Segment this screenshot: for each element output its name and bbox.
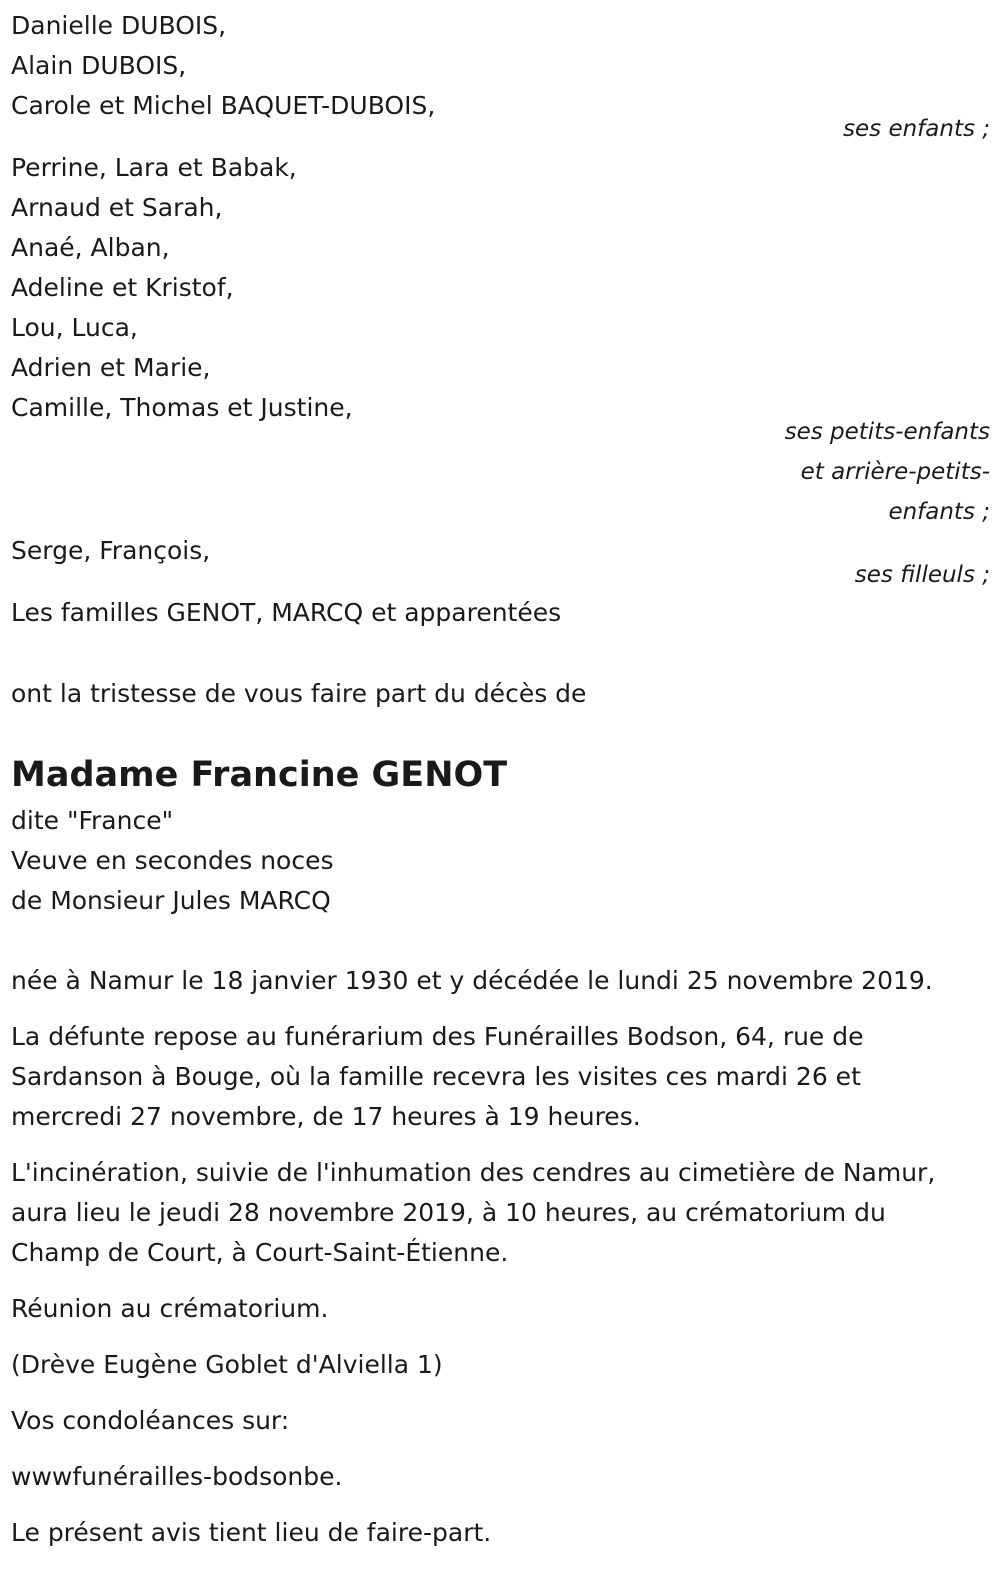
child-name: Alain DUBOIS, — [11, 51, 187, 80]
deceased-detail: de Monsieur Jules MARCQ — [11, 886, 331, 915]
grandchild-name: Lou, Luca, — [11, 313, 138, 342]
grandchild-name: Camille, Thomas et Justine, — [11, 393, 353, 422]
deceased-detail: Veuve en secondes noces — [11, 846, 334, 875]
funerarium-text: Sardanson à Bouge, où la famille recevra les visites ces mardi 26 et — [11, 1062, 861, 1091]
grandchild-name: Adrien et Marie, — [11, 353, 211, 382]
condolences-label: Vos condoléances sur: — [11, 1406, 290, 1435]
godchildren-role: ses filleuls ; — [854, 562, 990, 588]
child-name: Carole et Michel BAQUET-DUBOIS, — [11, 91, 436, 120]
closing-text: Le présent avis tient lieu de faire-part. — [11, 1518, 492, 1547]
grandchild-name: Anaé, Alban, — [11, 233, 170, 262]
ceremony-text: Champ de Court, à Court-Saint-Étienne. — [11, 1238, 509, 1267]
funerarium-text: mercredi 27 novembre, de 17 heures à 19 heures. — [11, 1102, 641, 1131]
grandchildren-role: enfants ; — [888, 499, 990, 525]
grandchild-name: Arnaud et Sarah, — [11, 193, 223, 222]
address-text: (Drève Eugène Goblet d'Alviella 1) — [11, 1350, 443, 1379]
deceased-name: Madame Francine GENOT — [11, 755, 508, 795]
website-link[interactable]: wwwfunérailles-bodsonbe. — [11, 1462, 343, 1491]
funerarium-text: La défunte repose au funérarium des Funérailles Bodson, 64, rue de — [11, 1022, 864, 1051]
reunion-text: Réunion au crématorium. — [11, 1294, 329, 1323]
ceremony-text: L'incinération, suivie de l'inhumation des cendres au cimetière de Namur, — [11, 1158, 936, 1187]
children-role: ses enfants ; — [843, 116, 990, 142]
grandchild-name: Adeline et Kristof, — [11, 273, 234, 302]
ceremony-text: aura lieu le jeudi 28 novembre 2019, à 10 heures, au crématorium du — [11, 1198, 886, 1227]
godchild-name: Serge, François, — [11, 536, 211, 565]
birth-death: née à Namur le 18 janvier 1930 et y décédée le lundi 25 novembre 2019. — [11, 966, 933, 995]
grandchild-name: Perrine, Lara et Babak, — [11, 153, 297, 182]
grandchildren-role: ses petits-enfants — [784, 419, 990, 445]
announcement: ont la tristesse de vous faire part du décès de — [11, 679, 587, 708]
grandchildren-role: et arrière-petits- — [800, 459, 990, 485]
deceased-detail: dite "France" — [11, 806, 174, 835]
child-name: Danielle DUBOIS, — [11, 11, 227, 40]
families-line: Les familles GENOT, MARCQ et apparentées — [11, 598, 562, 627]
